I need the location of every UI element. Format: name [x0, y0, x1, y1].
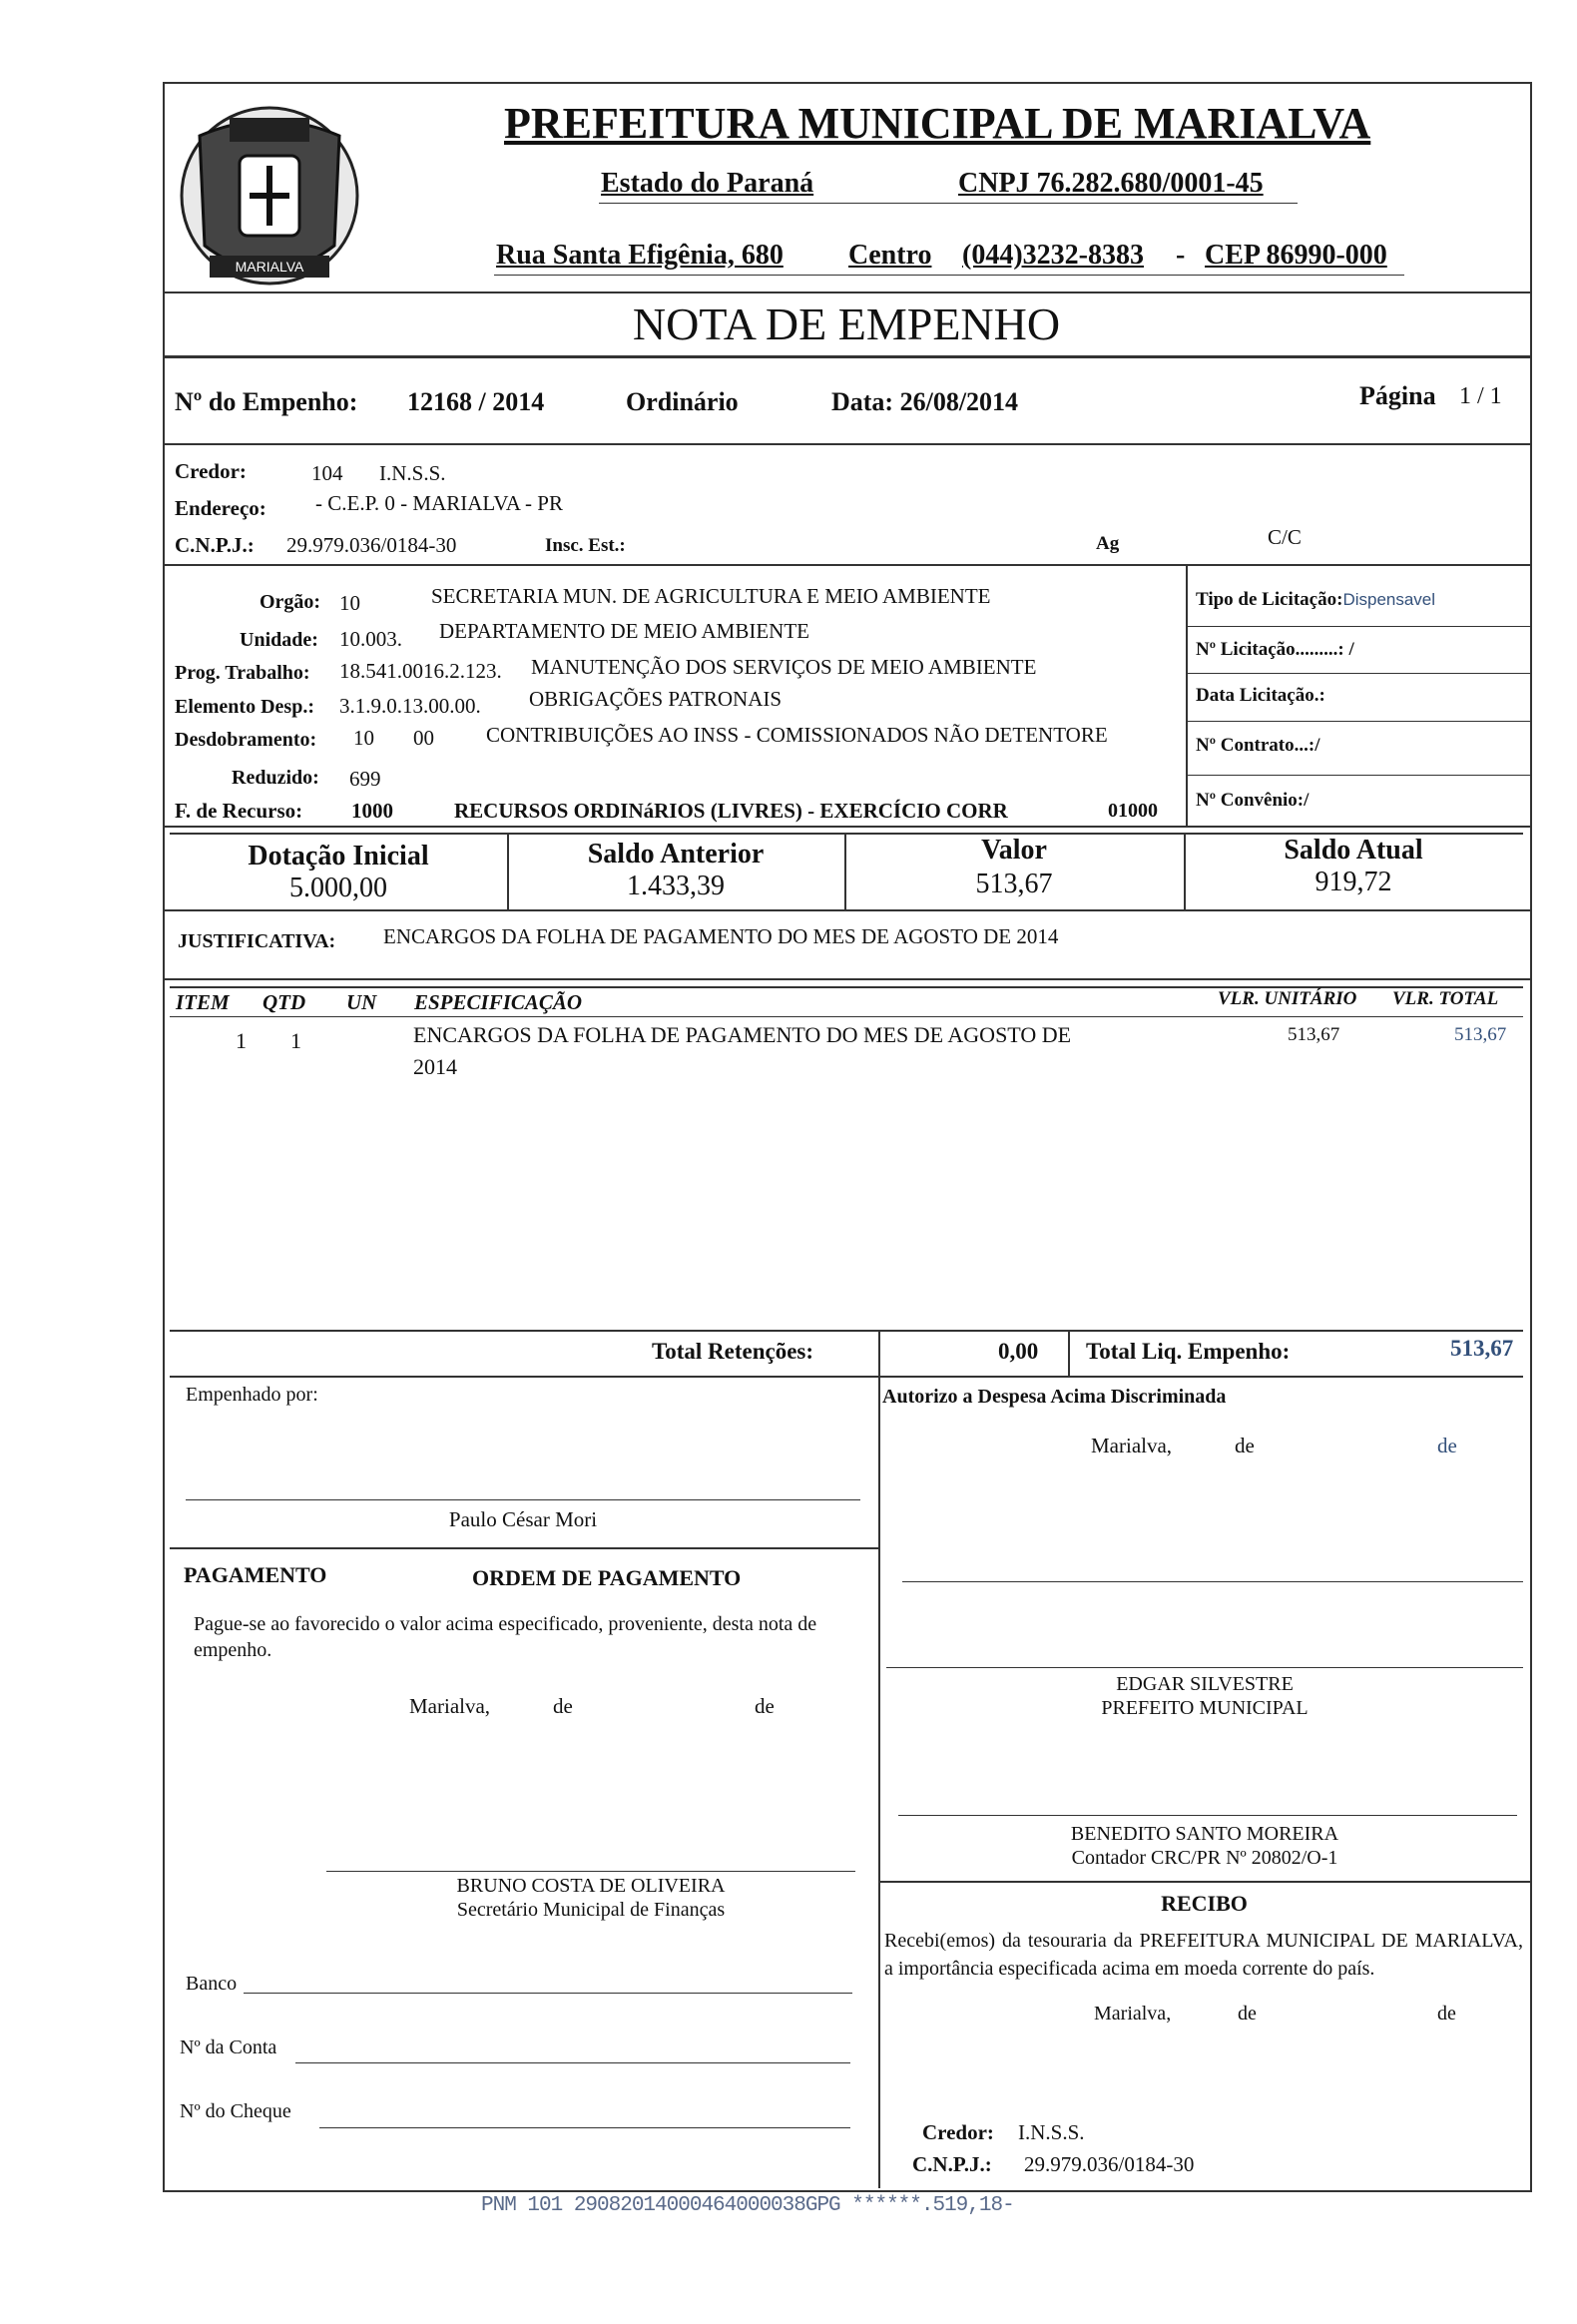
- col-un: UN: [346, 990, 377, 1014]
- empenho-number-label: Nº do Empenho:: [175, 387, 358, 416]
- desdobramento-code-2: 00: [413, 726, 434, 750]
- orgao-desc: SECRETARIA MUN. DE AGRICULTURA E MEIO AMBIENTE: [431, 584, 991, 608]
- reduzido-label: Reduzido:: [232, 767, 319, 789]
- cnpj-value: 29.979.036/0184-30: [286, 533, 457, 557]
- tipo-licitacao-value: Dispensavel: [1342, 590, 1436, 609]
- secretario-name: BRUNO COSTA DE OLIVEIRA: [456, 1875, 726, 1897]
- data-licitacao: Data Licitação.:: [1196, 685, 1325, 706]
- header-separator: -: [1176, 240, 1186, 271]
- account-label: C/C: [1268, 525, 1302, 549]
- autorizo-de-2: de: [1437, 1434, 1457, 1457]
- recibo-title: RECIBO: [1161, 1891, 1248, 1916]
- recibo-text: Recebi(emos) da tesouraria da PREFEITURA MUNICIPAL DE MARIALVA, a importância especificada acima em moeda corrente do país.: [884, 1930, 1523, 1980]
- agency-label: Ag: [1096, 533, 1120, 554]
- footer-stamp: PNM 101 29082014000464000038GPG ******.519,18-: [481, 2194, 1014, 2217]
- justificativa-text: ENCARGOS DA FOLHA DE PAGAMENTO DO MES DE AGOSTO DE 2014: [383, 924, 1059, 948]
- desdobramento-desc: CONTRIBUIÇÕES AO INSS - COMISSIONADOS NÃO DETENTORE: [486, 723, 1108, 747]
- empenho-type: Ordinário: [626, 387, 739, 416]
- prefeito-title: PREFEITO MUNICIPAL: [1101, 1697, 1309, 1719]
- banco-label: Banco: [186, 1973, 238, 1995]
- recurso-code: 1000: [351, 799, 393, 823]
- desdobramento-label: Desdobramento:: [175, 729, 317, 751]
- page-title: PREFEITURA MUNICIPAL DE MARIALVA: [504, 99, 1371, 148]
- col-item: ITEM: [176, 990, 230, 1014]
- recibo-cnpj-value: 29.979.036/0184-30: [1024, 2152, 1195, 2176]
- unidade-desc: DEPARTAMENTO DE MEIO AMBIENTE: [439, 619, 809, 643]
- numero-contrato: Nº Contrato...:/: [1196, 735, 1320, 756]
- reduzido-code: 699: [349, 767, 381, 791]
- credor-code: 104: [311, 461, 343, 485]
- saldo-anterior-value: 1.433,39: [627, 871, 725, 901]
- empenhado-por-name: Paulo César Mori: [448, 1507, 598, 1531]
- total-liquido-value: 513,67: [1450, 1336, 1514, 1361]
- insc-est-label: Insc. Est.:: [545, 535, 626, 556]
- row-vlr-unitario: 513,67: [1288, 1024, 1340, 1045]
- elemento-desc: OBRIGAÇÕES PATRONAIS: [529, 687, 783, 711]
- recibo-de-1: de: [1238, 2003, 1257, 2025]
- recibo-cnpj-label: C.N.P.J.:: [912, 2152, 992, 2176]
- pague-text: Pague-se ao favorecido o valor acima especificado, proveniente, desta nota de empenho.: [194, 1613, 817, 1661]
- coat-of-arms-logo: [170, 96, 369, 305]
- tipo-licitacao-label: [1196, 589, 1435, 611]
- row-spec-line1: ENCARGOS DA FOLHA DE PAGAMENTO DO MES DE AGOSTO DE: [413, 1022, 1072, 1047]
- credor-label: Credor:: [175, 459, 247, 483]
- row-spec-line2: 2014: [413, 1054, 457, 1079]
- saldo-anterior-label: Saldo Anterior: [587, 839, 765, 870]
- recibo-credor-label: Credor:: [922, 2120, 994, 2144]
- contador-title: Contador CRC/PR Nº 20802/O-1: [1071, 1847, 1338, 1869]
- row-item: 1: [236, 1028, 247, 1053]
- unidade-code: 10.003.: [339, 627, 402, 651]
- col-vlr-unitario: VLR. UNITÁRIO: [1218, 988, 1357, 1009]
- autorizo-text: Autorizo a Despesa Acima Discriminada: [882, 1386, 1227, 1408]
- valor-value: 513,67: [975, 869, 1053, 899]
- pagamento-de-1: de: [553, 1694, 573, 1718]
- justificativa-label: JUSTIFICATIVA:: [178, 930, 336, 952]
- address: Rua Santa Efigênia, 680: [496, 240, 784, 271]
- contador-name: BENEDITO SANTO MOREIRA: [1070, 1823, 1339, 1845]
- prog-trabalho-code: 18.541.0016.2.123.: [339, 659, 502, 683]
- cheque-label: Nº do Cheque: [180, 2100, 291, 2122]
- endereco-value: - C.E.P. 0 - MARIALVA - PR: [315, 491, 563, 515]
- logo-text: MARIALVA: [235, 259, 304, 275]
- credor-name: I.N.S.S.: [379, 461, 446, 485]
- recibo-de-2: de: [1437, 2003, 1456, 2025]
- autorizo-de-1: de: [1235, 1434, 1255, 1457]
- recurso-label: F. de Recurso:: [175, 799, 303, 823]
- col-qtd: QTD: [263, 990, 306, 1014]
- pagamento-de-2: de: [755, 1694, 775, 1718]
- recibo-city: Marialva,: [1094, 2003, 1172, 2025]
- total-retencoes-value: 0,00: [998, 1339, 1039, 1364]
- doc-title: NOTA DE EMPENHO: [632, 298, 1061, 349]
- empenho-number: 12168 / 2014: [407, 387, 545, 416]
- dotacao-inicial-value: 5.000,00: [289, 872, 387, 903]
- conta-label: Nº da Conta: [180, 2036, 277, 2058]
- row-vlr-total: 513,67: [1454, 1024, 1507, 1045]
- page-label: Página: [1359, 381, 1436, 410]
- autorizo-city: Marialva,: [1091, 1434, 1173, 1457]
- empenhado-por-label: Empenhado por:: [186, 1384, 318, 1406]
- col-vlr-total: VLR. TOTAL: [1392, 988, 1499, 1009]
- orgao-code: 10: [339, 591, 360, 615]
- orgao-label: Orgão:: [260, 591, 321, 613]
- valor-label: Valor: [981, 835, 1047, 866]
- pagamento-city: Marialva,: [409, 1694, 491, 1718]
- endereco-label: Endereço:: [175, 496, 266, 520]
- unidade-label: Unidade:: [240, 629, 318, 651]
- total-retencoes-label: Total Retenções:: [652, 1339, 814, 1364]
- state-label: Estado do Paraná: [601, 168, 814, 199]
- elemento-code: 3.1.9.0.13.00.00.: [339, 694, 481, 718]
- cnpj-header: CNPJ 76.282.680/0001-45: [958, 168, 1264, 199]
- prefeito-name: EDGAR SILVESTRE: [1116, 1673, 1294, 1695]
- row-qtd: 1: [290, 1028, 301, 1053]
- pagamento-label: PAGAMENTO: [184, 1562, 327, 1587]
- prog-trabalho-label: Prog. Trabalho:: [175, 662, 310, 684]
- page-number: 1 / 1: [1459, 383, 1502, 409]
- col-especificacao: ESPECIFICAÇÃO: [414, 990, 583, 1014]
- saldo-atual-value: 919,72: [1314, 867, 1392, 897]
- recurso-desc: RECURSOS ORDINáRIOS (LIVRES) - EXERCÍCIO CORR: [454, 799, 1008, 823]
- cep: CEP 86990-000: [1205, 240, 1387, 271]
- district: Centro: [848, 240, 932, 271]
- cnpj-label: C.N.P.J.:: [175, 533, 255, 557]
- recurso-code-2: 01000: [1108, 800, 1158, 822]
- recibo-credor-value: I.N.S.S.: [1018, 2120, 1085, 2144]
- tipo-licitacao-text: Tipo de Licitação:: [1196, 589, 1343, 610]
- dotacao-inicial-label: Dotação Inicial: [248, 841, 429, 872]
- saldo-atual-label: Saldo Atual: [1284, 835, 1423, 866]
- numero-convenio: Nº Convênio:/: [1196, 790, 1310, 811]
- prog-trabalho-desc: MANUTENÇÃO DOS SERVIÇOS DE MEIO AMBIENTE: [531, 655, 1037, 679]
- desdobramento-code-1: 10: [353, 726, 374, 750]
- secretario-title: Secretário Municipal de Finanças: [456, 1899, 726, 1921]
- empenho-date: Data: 26/08/2014: [831, 387, 1019, 416]
- elemento-label: Elemento Desp.:: [175, 696, 314, 718]
- phone: (044)3232-8383: [962, 240, 1144, 271]
- total-liquido-label: Total Liq. Empenho:: [1086, 1339, 1291, 1364]
- ordem-pagamento-label: ORDEM DE PAGAMENTO: [472, 1565, 742, 1590]
- numero-licitacao: Nº Licitação.........: /: [1196, 639, 1354, 660]
